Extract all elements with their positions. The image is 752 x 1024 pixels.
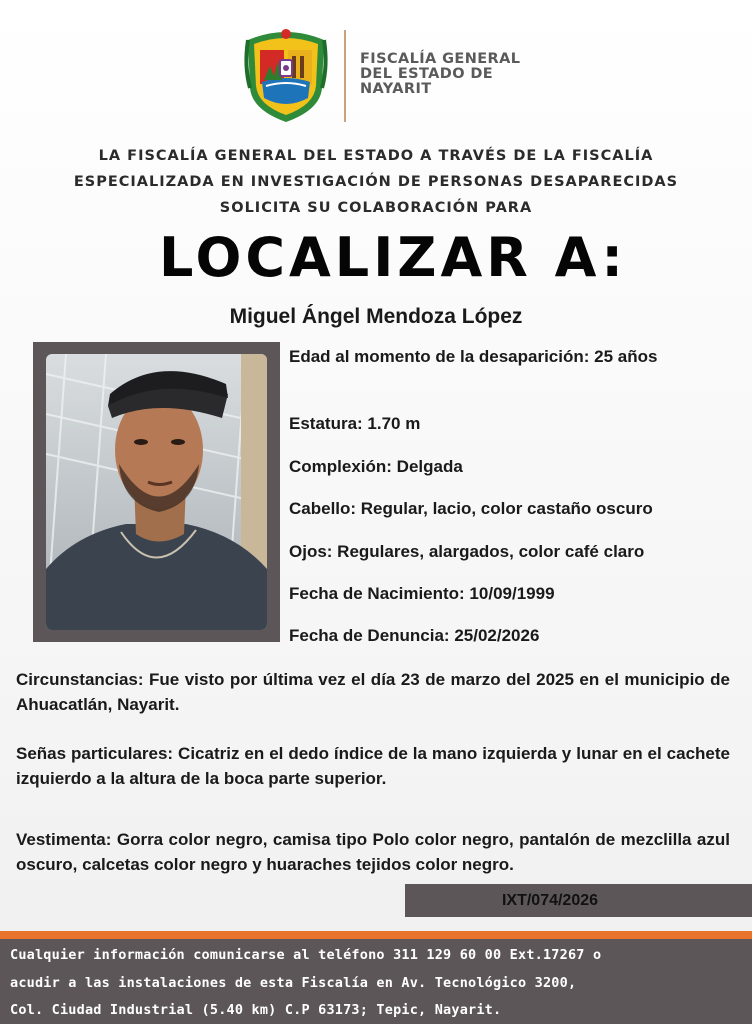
agency-line: DEL ESTADO DE [360,66,494,82]
photo-frame [33,342,280,642]
fact-report-date: Fecha de Denuncia: 25/02/2026 [289,626,540,645]
fact-birth-date: Fecha de Nacimiento: 10/09/1999 [289,584,555,603]
intro-line: ESPECIALIZADA EN INVESTIGACIÓN DE PERSONAS DESAPARECIDAS [73,174,679,190]
accent-band [0,931,752,939]
fact-eyes: Ojos: Regulares, alargados, color café claro [289,542,645,561]
footer-line: Col. Ciudad Industrial (5.40 km) C.P 63173; Tepic, Nayarit. [10,1002,502,1018]
person-name: Miguel Ángel Mendoza López [229,305,523,328]
fact-build: Complexión: Delgada [289,457,463,476]
intro-text [0,143,752,221]
intro-line: SOLICITA SU COLABORACIÓN PARA [219,200,533,216]
agency-name [360,52,520,97]
fact-age: Edad al momento de la desaparición: 25 años [289,347,658,366]
agency-line: NAYARIT [360,81,432,97]
intro-line: LA FISCALÍA GENERAL DEL ESTADO A TRAVÉS DE LA FISCALÍA [98,148,654,164]
agency-line: FISCALÍA GENERAL [360,51,521,67]
circumstances: Circunstancias: Fue visto por última vez el día 23 de marzo del 2025 en el municipio de Ahuacatlán, Nayarit. [16,670,730,714]
fact-height: Estatura: 1.70 m [289,414,421,433]
nayarit-coat-of-arms-icon [240,26,332,124]
header [0,26,752,126]
contact-footer [0,939,752,1024]
footer-line: acudir a las instalaciones de esta Fiscalía en Av. Tecnológico 3200, [10,974,577,991]
missing-person-photo [46,354,267,630]
distinguishing-marks: Señas particulares: Cicatriz en el dedo índice de la mano izquierda y lunar en el cachete izquierdo a la altura de la boca parte superior. [16,744,730,788]
clothing: Vestimenta: Gorra color negro, camisa tipo Polo color negro, pantalón de mezclilla azul oscuro, calcetas color negro y huaraches tejidos color negro. [16,830,730,874]
fact-hair: Cabello: Regular, lacio, color castaño oscuro [289,499,653,518]
case-number-bar [405,884,752,917]
footer-line: Cualquier información comunicarse al teléfono 311 129 60 00 Ext.17267 o [10,947,602,963]
headline: LOCALIZAR A: [158,226,628,289]
header-divider [344,30,346,122]
case-number: IXT/074/2026 [501,892,599,909]
